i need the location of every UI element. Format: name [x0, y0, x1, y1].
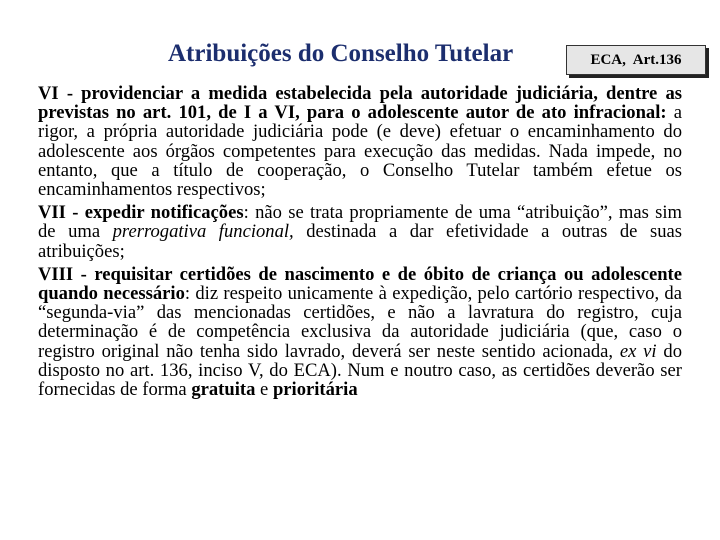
- item-viii-text-a: : diz respeito unicamente à expedição, pelo cartório respectivo, da “segunda-via” das mencionadas certidões, e não a lavratura do registro, cuja determinação é de competência exclusiva da autoridade judiciária (que, caso o registro original não tenha sido lavrado, deverá ser neste sentido acionada,: [38, 283, 682, 362]
- item-viii-text-b: do disposto no art. 136, inciso V, do ECA). Num e noutro caso, as certidões deverão ser fornecidas de forma: [38, 340, 682, 401]
- item-viii-italic: ex vi: [619, 340, 657, 362]
- page-title: Atribuições do Conselho Tutelar: [168, 40, 514, 67]
- item-viii-text-c: e: [255, 379, 273, 401]
- item-viii-lead: VIII - requisitar certidões de nascimento e de óbito de criança ou adolescente quando necessário: [38, 263, 682, 305]
- item-vi-lead: VI - providenciar a medida estabelecida pela autoridade judiciária, dentre as previstas no art. 101, de I a VI, para o adolescente autor de ato infracional:: [38, 83, 682, 124]
- item-vi-text: a rigor, a própria autoridade judiciária pode (e deve) efetuar o encaminhamento do adolescente aos órgãos competentes para execução das medidas. Nada impede, no entanto, que a título de cooperação, o Conselho Tutelar também efetue os encaminhamentos respectivos;: [38, 102, 682, 201]
- item-vii: [38, 203, 682, 261]
- document-body: [38, 84, 682, 403]
- item-vii-lead: VII - expedir notificações: [38, 202, 244, 224]
- article-badge: ECA, Art.136: [566, 45, 706, 75]
- item-vii-text-a: : não se trata propriamente de uma “atribuição”, mas sim de uma: [38, 202, 682, 243]
- item-vii-italic: prerrogativa funcional,: [112, 221, 294, 243]
- item-viii-bold-1: gratuita: [191, 379, 256, 401]
- item-viii: [38, 265, 682, 399]
- item-viii-bold-2: prioritária: [272, 379, 358, 401]
- item-vii-text-b: destinada a dar efetividade a outras de suas atribuições;: [38, 221, 682, 262]
- item-vi: [38, 84, 682, 199]
